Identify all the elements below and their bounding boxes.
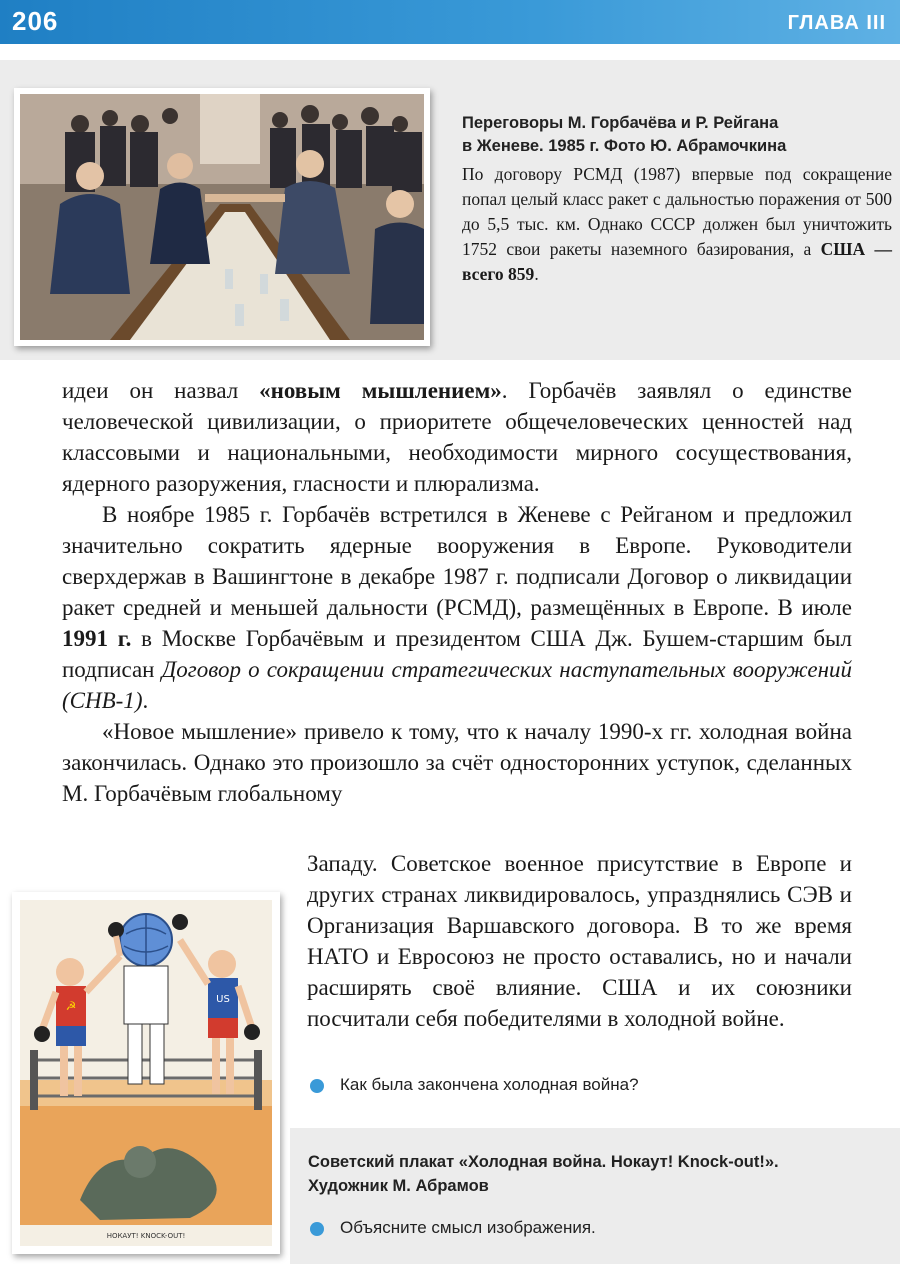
bullet-icon — [310, 1079, 324, 1093]
photo-caption-text-end: . — [534, 264, 539, 284]
page-header — [0, 0, 900, 44]
p2-text-a: В ноябре 1985 г. Горбачёв встретился в Женеве с Рейганом и предложил значительно сократить ядерные вооружения в Европе. Руководители сверхдержав в Вашингтоне в декабре 1987 г. подписали Договор о ликвидации ракет средней и меньшей дальности (РСМД), размещённых в Европе. В июле — [62, 502, 852, 620]
photo-caption-title-line1: Переговоры М. Горбачёва и Р. Рейгана — [462, 114, 779, 132]
poster-badge-left: ☭ — [65, 999, 77, 1013]
p1-term-new-thinking: «новым мышлением» — [259, 378, 502, 403]
main-text — [62, 375, 852, 809]
poster-caption-line1: Советский плакат «Холодная война. Нокаут! Knock-out!». — [308, 1153, 779, 1171]
photo-gorbachev-reagan — [14, 88, 430, 346]
bullet-icon — [310, 1222, 324, 1236]
photo-caption-text-bold: США — всего 859 — [462, 239, 892, 284]
poster-caption-line2: Художник М. Абрамов — [308, 1177, 489, 1195]
poster-knockout — [12, 892, 280, 1254]
poster-caption — [308, 1150, 898, 1198]
photo-caption-title-line2: в Женеве. 1985 г. Фото Ю. Абрамочкина — [462, 137, 787, 155]
paragraph-3: «Новое мышление» привело к тому, что к началу 1990-х гг. холодная война закончилась. Однако это произошло за счёт односторонних уступок, сделанных М. Горбачёвым глобальному — [62, 719, 852, 806]
p1-text-b: . Горбачёв заявлял о единстве человеческой цивилизации, о приоритете общечеловеческих ценностей над классовыми и национальными, необходимости мирного сосуществования, ядерного разоружения, гласности и плюрализма. — [62, 378, 852, 496]
negotiation-photo — [20, 94, 424, 340]
question-2-text: Объясните смысл изображения. — [340, 1218, 596, 1237]
chapter-label: ГЛАВА III — [787, 12, 886, 34]
page-number: 206 — [12, 6, 59, 36]
p2-text-c: . — [142, 688, 149, 713]
question-1-text: Как была закончена холодная война? — [340, 1075, 639, 1094]
photo-caption-text-normal: По договору РСМД (1987) впервые под сокращение попал целый класс ракет с дальностью поражения от 500 до 5,5 тыс. км. Однако СССР должен был уничтожить 1752 свои ракеты наземного базирования, а — [462, 164, 892, 259]
poster-badge-right: US — [216, 994, 230, 1005]
p2-year-1991: 1991 г. — [62, 626, 132, 651]
p2-text-b: в Москве Горбачёвым и президентом США Дж. Бушем-старшим был подписан — [62, 626, 852, 682]
paragraph-3-wrap: Западу. Советское военное присутствие в Европе и других странах ликвидировалось, упразднялись СЭВ и Организация Варшавского договора. В то же время НАТО и Евросоюз не просто оставались, но и начали расширять своё влияние. США и их союзники посчитали себя победителями в холодной войне. — [307, 851, 852, 1031]
photo-caption-title — [462, 112, 892, 158]
paragraph-2 — [62, 499, 852, 716]
photo-caption-text — [462, 162, 892, 287]
question-2 — [310, 1218, 596, 1238]
p1-text-a: идеи он назвал — [62, 378, 260, 403]
paragraph-1 — [62, 375, 852, 499]
poster-bottom-text: НОКАУТ! KNOCK-OUT! — [106, 1232, 186, 1240]
cold-war-poster — [20, 900, 272, 1246]
photo-caption — [462, 112, 892, 287]
question-1 — [310, 1075, 639, 1095]
p2-treaty-start1: Договор о сокращении стратегических наступательных вооружений (СНВ-1) — [62, 657, 852, 713]
